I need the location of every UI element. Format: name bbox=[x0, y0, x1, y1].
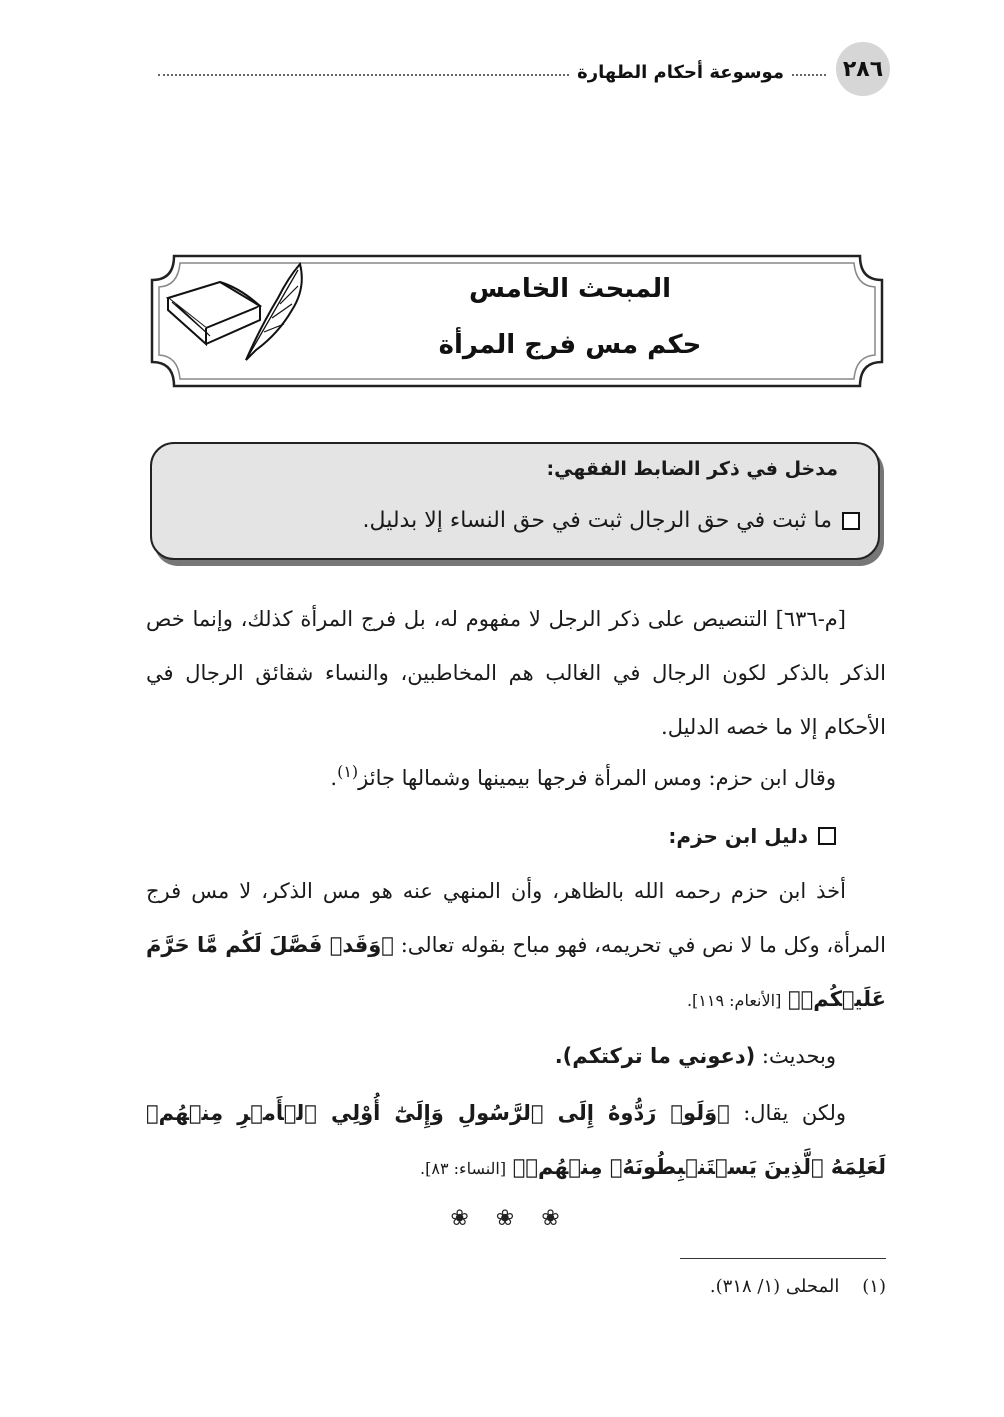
verse-1-ref: [الأنعام: ١١٩]. bbox=[686, 991, 782, 1010]
paragraph-3 bbox=[146, 1086, 886, 1196]
paragraph-3-prefix: ولكن يقال: bbox=[743, 1101, 846, 1125]
verse-2-ref: [النساء: ٨٣]. bbox=[420, 1159, 507, 1178]
intro-heading: مدخل في ذكر الضابط الفقهي: bbox=[546, 458, 838, 480]
section-separator: ❀ ❀ ❀ bbox=[450, 1206, 570, 1231]
checkbox-bullet-icon bbox=[818, 827, 836, 845]
chapter-heading: المبحث الخامس bbox=[468, 274, 672, 304]
paragraph-2-text: أخذ ابن حزم رحمه الله بالظاهر، وأن المنهي عنه هو مس الذكر، لا مس فرج المرأة، وكل ما لا نص في تحريمه، فهو مباح بقوله تعالى: bbox=[146, 879, 886, 957]
hadith-line bbox=[146, 1044, 836, 1068]
footnote-ref: (١) bbox=[337, 762, 359, 781]
chapter-subheading: حكم مس فرج المرأة bbox=[438, 330, 702, 360]
book-title: موسوعة أحكام الطهارة bbox=[577, 61, 784, 83]
ibn-hazm-quote bbox=[146, 762, 836, 790]
book-quill-icon bbox=[160, 258, 310, 368]
header-dots-left bbox=[158, 74, 569, 76]
header-dots-right bbox=[792, 74, 826, 76]
checkbox-bullet-icon bbox=[842, 512, 860, 530]
evidence-heading-text: دليل ابن حزم: bbox=[668, 824, 808, 848]
ibn-hazm-quote-text: وقال ابن حزم: ومس المرأة فرجها بيمينها وشمالها جائز bbox=[358, 766, 836, 790]
running-header bbox=[150, 56, 830, 88]
page-number-text: ٢٨٦ bbox=[842, 56, 884, 82]
page-number bbox=[836, 42, 890, 96]
hadith-text: (دعوني ما تركتكم). bbox=[554, 1044, 756, 1068]
hadith-prefix: وبحديث: bbox=[761, 1044, 836, 1068]
evidence-heading bbox=[146, 824, 836, 848]
ibn-hazm-quote-end: . bbox=[330, 766, 338, 790]
paragraph-2 bbox=[146, 864, 886, 1028]
footnote bbox=[560, 1276, 886, 1297]
paragraph-1: [م-٦٣٦] التنصيص على ذكر الرجل لا مفهوم له، بل فرج المرأة كذلك، وإنما خص الذكر بالذكر لكون الرجال في الغالب هم المخاطبين، والنساء شقائق الرجال في الأحكام إلا ما خصه الدليل. bbox=[146, 607, 886, 739]
intro-rule-text: ما ثبت في حق الرجال ثبت في حق النساء إلا بدليل. bbox=[362, 508, 832, 533]
quran-verse-1: ﴿وَقَدۡ فَصَّلَ لَكُم مَّا حَرَّمَ عَلَيۡكُمۡ﴾ bbox=[146, 933, 886, 1011]
footnote-text: المحلى (١/ ٣١٨). bbox=[709, 1276, 840, 1297]
quran-verse-2: ﴿وَلَوۡ رَدُّوهُ إِلَى ٱلرَّسُولِ وَإِلَىٰٓ أُوْلِي ٱلۡأَمۡرِ مِنۡهُمۡ لَعَلِمَهُ ٱلَّذِينَ يَسۡتَنۢبِطُونَهُۥ مِنۡهُمۡ﴾ bbox=[146, 1101, 886, 1179]
footnote-rule bbox=[680, 1258, 886, 1259]
intro-rule bbox=[170, 508, 860, 533]
footnote-number: (١) bbox=[862, 1276, 886, 1297]
